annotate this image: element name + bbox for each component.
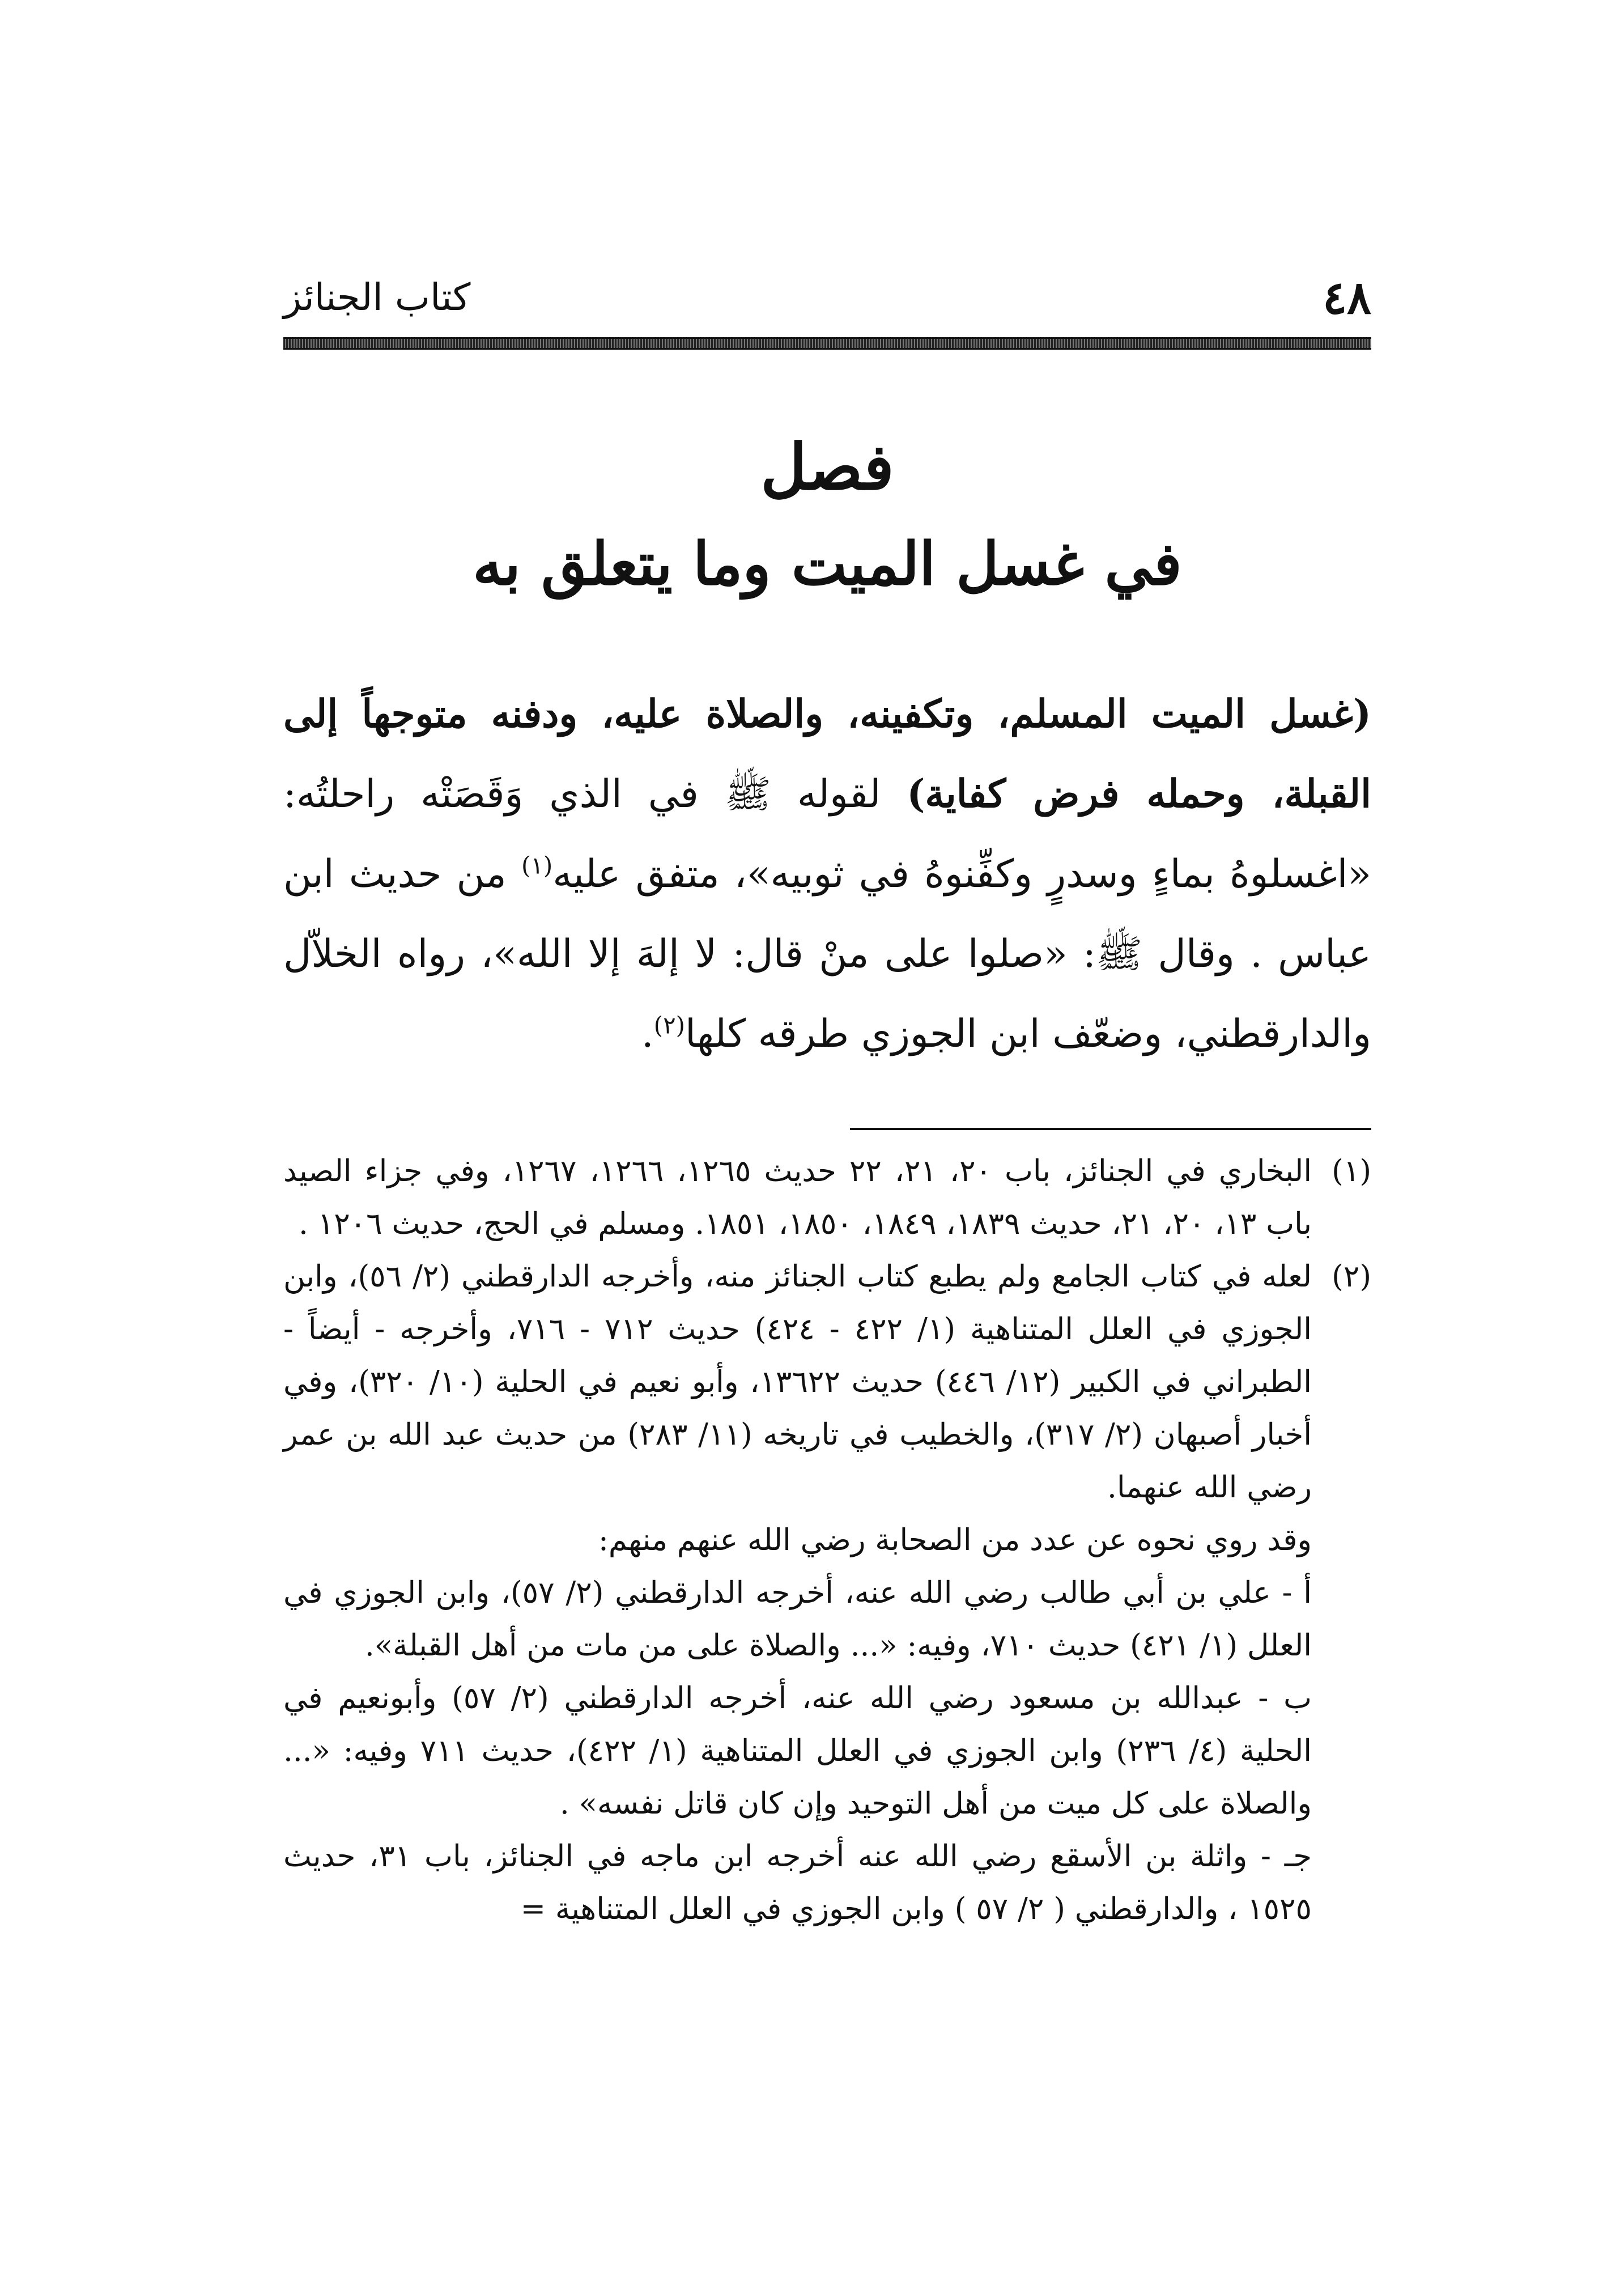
footnote-paragraph: أ - علي بن أبي طالب رضي الله عنه، أخرجه الدارقطني (٢/ ٥٧)، وابن الجوزي في العلل (١/ ٤٢١) حديث ٧١٠، وفيه: «... والصلاة على من مات من أهل القبلة». bbox=[283, 1576, 1312, 1663]
footnote-paragraph: وقد روي نحوه عن عدد من الصحابة رضي الله عنهم منهم: bbox=[598, 1523, 1312, 1557]
footnote-ref-1: (١) bbox=[521, 851, 553, 880]
footnote-number: (١) bbox=[1332, 1154, 1371, 1188]
section-subtitle: في غسل الميت وما يتعلق به bbox=[473, 529, 1182, 598]
footnotes bbox=[283, 1145, 1371, 1935]
header-rule bbox=[283, 337, 1371, 350]
main-text-part-2: من حديث ابن عباس . وقال ﷺ: «صلوا على منْ قال: لا إلهَ إلا الله»، رواه الخلاّل والدارقطني، وضعّف ابن الجوزي طرقه كلها bbox=[283, 852, 1371, 1056]
section-title: فصل bbox=[760, 430, 894, 504]
footnote-paragraph: جـ - واثلة بن الأسقع رضي الله عنه أخرجه ابن ماجه في الجنائز، باب ٣١، حديث ١٥٢٥ ، والدارقطني ( ٢/ ٥٧ ) وابن الجوزي في العلل المتناهية = bbox=[283, 1839, 1312, 1926]
footnote-separator bbox=[850, 1128, 1371, 1130]
footnote-2 bbox=[283, 1250, 1371, 1935]
footnote-paragraph: البخاري في الجنائز، باب ٢٠، ٢١، ٢٢ حديث ١٢٦٥، ١٢٦٦، ١٢٦٧، وفي جزاء الصيد باب ١٣، ٢٠، ٢١، حديث ١٨٣٩، ١٨٤٩، ١٨٥٠، ١٨٥١. ومسلم في الحج، حديث ١٢٠٦ . bbox=[283, 1154, 1312, 1241]
footnote-paragraph: ب - عبدالله بن مسعود رضي الله عنه، أخرجه الدارقطني (٢/ ٥٧) وأبونعيم في الحلية (٤/ ٢٣٦) وابن الجوزي في العلل المتناهية (١/ ٤٢٢)، حديث ٧١١ وفيه: «... والصلاة على كل ميت من أهل التوحيد وإن كان قاتل نفسه» . bbox=[283, 1681, 1312, 1821]
main-text-part-3: . bbox=[641, 1012, 654, 1056]
page-number: ٤٨ bbox=[1323, 271, 1371, 324]
main-text-bold: (غسل الميت المسلم، وتكفينه، والصلاة عليه، ودفنه متوجهاً إلى القبلة، وحمله فرض كفاية) bbox=[283, 691, 1371, 817]
footnote-1 bbox=[283, 1145, 1371, 1250]
footnote-number: (٢) bbox=[1332, 1259, 1371, 1294]
book-title: كتاب الجنائز bbox=[283, 275, 471, 319]
footnote-paragraph: لعله في كتاب الجامع ولم يطبع كتاب الجنائز منه، وأخرجه الدارقطني (٢/ ٥٦)، وابن الجوزي في العلل المتناهية (١/ ٤٢٢ - ٤٢٤) حديث ٧١٢ - ٧١٦، وأخرجه - أيضاً - الطبراني في الكبير (١٢/ ٤٤٦) حديث ١٣٦٢٢، وأبو نعيم في الحلية (١٠/ ٣٢٠)، وفي أخبار أصبهان (٢/ ٣١٧)، والخطيب في تاريخه (١١/ ٢٨٣) من حديث عبد الله بن عمر رضي الله عنهما. bbox=[283, 1259, 1312, 1505]
footnote-ref-2: (٢) bbox=[653, 1011, 686, 1039]
main-text-part-1: لقوله ﷺ في الذي وَقَصَتْه راحلتُه: «اغسلوهُ بماءٍ وسدرٍ وكفِّنوهُ في ثوبيه»، متفق عليه bbox=[283, 772, 1371, 897]
running-header bbox=[283, 266, 1371, 329]
main-paragraph bbox=[283, 674, 1371, 1074]
section-heading bbox=[283, 419, 1371, 612]
